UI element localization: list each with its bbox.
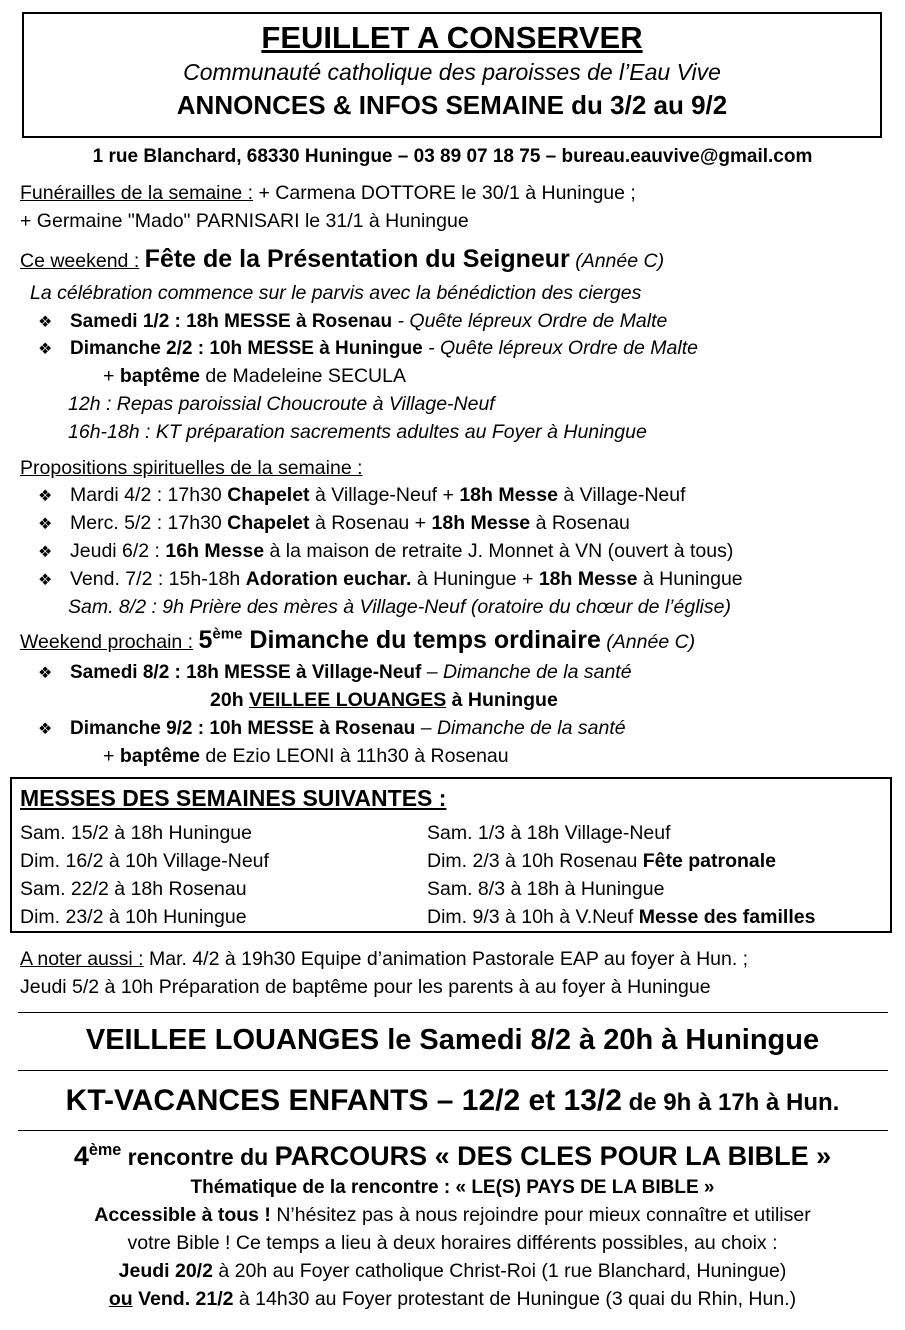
txt: Vend. 7/2 : 15h-18h [70, 568, 246, 590]
feast-sup: ème [212, 625, 243, 643]
txt-bold: Chapelet [227, 484, 310, 506]
next-weekend-feast [199, 626, 601, 654]
messes-left-item: Sam. 15/2 à 18h Huningue [20, 822, 253, 844]
access-text: N’hésitez pas à nous rejoindre pour mieux connaître et utiliser [270, 1204, 811, 1226]
diamond-bullet-icon: ❖ [38, 721, 53, 738]
jeudi-bold: Jeudi 20/2 [118, 1260, 213, 1282]
parcours-number: 4 [73, 1141, 89, 1171]
weekend-saturday-mass: Samedi 1/2 : 18h MESSE à Rosenau [70, 311, 393, 332]
weekend-sunday-mass: Dimanche 2/2 : 10h MESSE à Huningue [70, 338, 423, 359]
txt: à Huningue + [411, 568, 539, 590]
messes-right-item [427, 875, 815, 903]
txt: à Rosenau + [309, 512, 432, 534]
parcours-title [0, 1138, 905, 1175]
weekend-bapteme [103, 363, 406, 389]
access-bold: Accessible à tous ! [94, 1204, 271, 1226]
weekend-year: (Année C) [575, 250, 665, 272]
anoter-text-1: Mar. 4/2 à 19h30 Equipe d’animation Pastorale EAP au foyer à Hun. ; [143, 948, 749, 970]
page-title: FEUILLET A CONSERVER [261, 20, 643, 55]
funerailles-text-1: + Carmena DOTTORE le 30/1 à Huningue ; [253, 182, 636, 204]
txt: Mardi 4/2 : 17h30 [70, 484, 228, 506]
bapteme-name: de Ezio LEONI à 11h30 à Rosenau [200, 745, 509, 767]
messes-left-item: Sam. 22/2 à 18h Rosenau [20, 878, 247, 900]
parcours-name: PARCOURS « DES CLES POUR LA BIBLE » [274, 1141, 832, 1171]
diamond-bullet-icon: ❖ [38, 314, 53, 331]
propositions-vend [20, 566, 743, 594]
bapteme-label: baptême [119, 365, 201, 387]
veillee-time: 20h [210, 689, 250, 711]
messes-title: MESSES DES SEMAINES SUIVANTES : [20, 785, 447, 811]
bapteme-prefix: + [103, 745, 120, 767]
next-weekend-heading [20, 627, 695, 655]
messes-right-item [427, 819, 815, 847]
messes-right-item [427, 847, 815, 875]
week-title: ANNONCES & INFOS SEMAINE du 3/2 au 9/2 [176, 90, 728, 120]
next-weekend-label: Weekend prochain : [20, 631, 194, 653]
anoter-line-2: Jeudi 5/2 à 10h Préparation de baptême pour les parents à au foyer à Huningue [20, 976, 711, 998]
diamond-bullet-icon: ❖ [38, 665, 53, 682]
weekend-repas: 12h : Repas paroissial Choucroute à Village-Neuf [68, 393, 495, 415]
messes-left-column [20, 819, 269, 931]
jeudi-text: à 20h au Foyer catholique Christ-Roi (1 rue Blanchard, Huningue) [212, 1260, 787, 1282]
txt: Sam. 1/3 à 18h Village-Neuf [427, 822, 671, 844]
parcours-pre: rencontre du [121, 1144, 275, 1170]
messes-left-item: Dim. 16/2 à 10h Village-Neuf [20, 850, 269, 872]
anoter-line-1 [20, 946, 748, 972]
parcours-theme: Thématique de la rencontre : « LE(S) PAYS DE LA BIBLE » [190, 1177, 715, 1198]
next-saturday-note: – Dimanche de la santé [421, 661, 632, 683]
txt-bold: 18h Messe [431, 512, 531, 534]
kt-banner [0, 1080, 905, 1125]
next-saturday-mass: Samedi 8/2 : 18h MESSE à Village-Neuf [70, 662, 422, 683]
diamond-bullet-icon: ❖ [38, 488, 53, 505]
weekend-saturday [20, 308, 667, 336]
anoter-label: A noter aussi : [20, 948, 144, 970]
weekend-heading [20, 246, 664, 274]
messes-right-column [427, 819, 815, 931]
txt: à la maison de retraite J. Monnet à VN (ouvert à tous) [264, 540, 734, 562]
weekend-saturday-note: - Quête lépreux Ordre de Malte [392, 310, 668, 332]
funerailles-line-2: + Germaine "Mado" PARNISARI le 31/1 à Huningue [20, 210, 469, 232]
txt-bold: Messe des familles [638, 906, 816, 928]
next-weekend-bapteme [103, 743, 509, 769]
txt: à Rosenau [530, 512, 630, 534]
txt: Jeudi 6/2 : [70, 540, 166, 562]
weekend-sunday-note: - Quête lépreux Ordre de Malte [422, 337, 698, 359]
weekend-label: Ce weekend : [20, 250, 140, 272]
header-box [22, 12, 882, 138]
next-weekend-saturday [20, 659, 632, 687]
veillee-banner: VEILLEE LOUANGES le Samedi 8/2 à 20h à Huningue [85, 1024, 820, 1056]
messes-right-item [427, 903, 815, 931]
propositions-label: Propositions spirituelles de la semaine : [20, 457, 363, 479]
weekend-intro: La célébration commence sur le parvis avec la bénédiction des cierges [30, 282, 642, 304]
messes-box [10, 777, 892, 933]
bapteme-label: baptême [119, 745, 201, 767]
parcours-access [0, 1204, 905, 1227]
veillee-place: à Huningue [446, 689, 558, 711]
txt: à Village-Neuf [557, 484, 686, 506]
txt: Dim. 2/3 à 10h Rosenau [427, 850, 643, 872]
txt: à Village-Neuf + [309, 484, 460, 506]
community-subtitle: Communauté catholique des paroisses de l’Eau Vive [183, 59, 721, 85]
kt-banner-main: KT-VACANCES ENFANTS – 12/2 et 13/2 [65, 1084, 622, 1117]
parcours-jeudi [0, 1260, 905, 1283]
txt: Dim. 9/3 à 10h à V.Neuf [427, 906, 639, 928]
txt: Sam. 8/3 à 18h à Huningue [427, 878, 665, 900]
txt-bold: 16h Messe [165, 540, 265, 562]
txt-bold: Adoration euchar. [245, 568, 412, 590]
propositions-merc [20, 510, 630, 538]
funerailles-line-1 [20, 180, 636, 206]
funerailles-label: Funérailles de la semaine : [20, 182, 254, 204]
feast-number: 5 [198, 626, 213, 654]
propositions-sam: Sam. 8/2 : 9h Prière des mères à Village-Neuf (oratoire du chœur de l’église) [68, 596, 731, 618]
next-weekend-sunday [20, 715, 626, 743]
diamond-bullet-icon: ❖ [38, 516, 53, 533]
propositions-jeudi [20, 538, 733, 566]
kt-banner-rest: de 9h à 17h à Hun. [621, 1089, 840, 1116]
txt: à Huningue [637, 568, 743, 590]
txt-bold: Chapelet [227, 512, 310, 534]
diamond-bullet-icon: ❖ [38, 341, 53, 358]
ou-label: ou [108, 1288, 133, 1310]
weekend-sunday [20, 335, 698, 363]
vend-text: à 14h30 au Foyer protestant de Huningue (3 quai du Rhin, Hun.) [233, 1288, 797, 1310]
diamond-bullet-icon: ❖ [38, 544, 53, 561]
vend-bold: Vend. 21/2 [132, 1288, 234, 1310]
address-line: 1 rue Blanchard, 68330 Huningue – 03 89 07 18 75 – bureau.eauvive@gmail.com [92, 146, 813, 167]
next-sunday-note: – Dimanche de la santé [415, 717, 626, 739]
weekend-feast: Fête de la Présentation du Seigneur [144, 245, 570, 273]
next-weekend-veillee [210, 687, 558, 713]
divider [18, 1130, 888, 1131]
divider [18, 1070, 888, 1071]
weekend-kt: 16h-18h : KT préparation sacrements adultes au Foyer à Huningue [68, 421, 647, 443]
propositions-mardi [20, 482, 686, 510]
parcours-line3: votre Bible ! Ce temps a lieu à deux horaires différents possibles, au choix : [127, 1232, 778, 1254]
txt-bold: 18h Messe [459, 484, 558, 506]
diamond-bullet-icon: ❖ [38, 572, 53, 589]
parcours-vend [0, 1288, 905, 1311]
txt: Merc. 5/2 : 17h30 [70, 512, 228, 534]
next-sunday-mass: Dimanche 9/2 : 10h MESSE à Rosenau [70, 718, 416, 739]
bapteme-prefix: + [103, 365, 120, 387]
veillee-label: VEILLEE LOUANGES [249, 689, 447, 711]
feast-text: Dimanche du temps ordinaire [242, 626, 601, 654]
next-weekend-year: (Année C) [606, 631, 696, 653]
divider [18, 1012, 888, 1013]
txt-bold: Fête patronale [642, 850, 777, 872]
parcours-sup: ème [88, 1141, 122, 1159]
bapteme-name: de Madeleine SECULA [200, 365, 406, 387]
messes-left-item: Dim. 23/2 à 10h Huningue [20, 906, 247, 928]
txt-bold: 18h Messe [538, 568, 638, 590]
